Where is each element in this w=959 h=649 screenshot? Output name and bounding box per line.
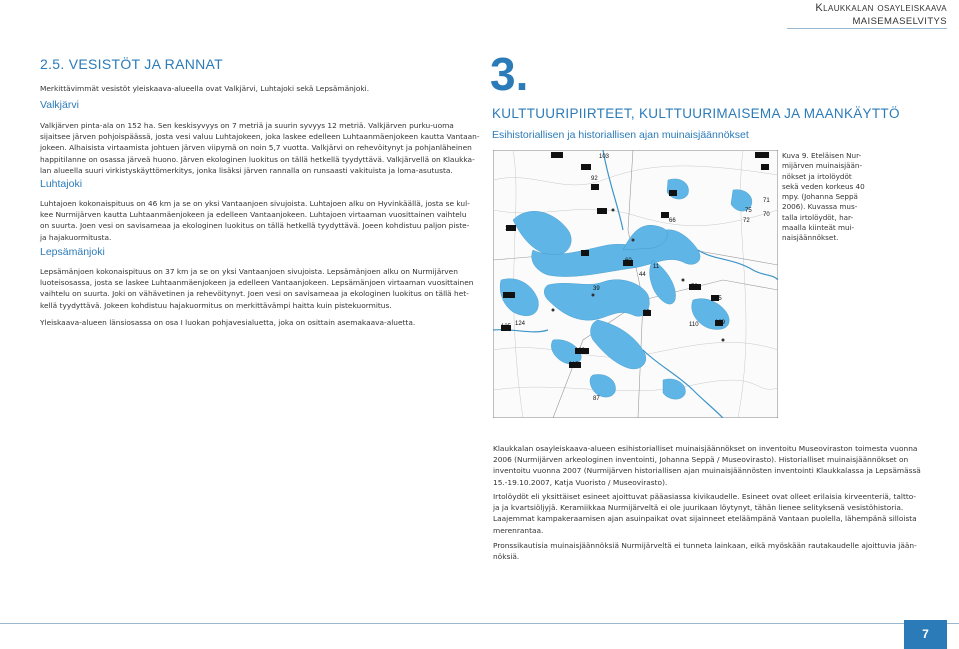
running-header (815, 2, 947, 28)
chapter-title: KULTTUURIPIIRTEET, KULTTUURIMAISEMA JA MAANKÄYTTÖ (492, 106, 900, 121)
svg-text:129: 129 (715, 320, 726, 326)
svg-text:55: 55 (715, 296, 722, 302)
text-line: sijaitsee järven pohjoispäässä, josta vesi valuu Luhtajokeen, joka laskee edelleen Luhtaanmäenjokeen kautta Vantaan- (40, 132, 480, 142)
svg-text:61: 61 (581, 252, 588, 258)
caption-line: naisjäännökset. (782, 233, 839, 243)
svg-text:72: 72 (743, 218, 750, 224)
caption-line: sekä veden korkeus 40 (782, 181, 865, 191)
svg-text:125: 125 (501, 324, 512, 330)
groundwater-paragraph: Yleiskaava-alueen länsiosassa on osa I luokan pohjavesialuetta, joka on osittain asemakaava-aluetta. (40, 318, 416, 327)
svg-text:75: 75 (745, 208, 752, 214)
caption-line: nökset ja irtolöydöt (782, 171, 852, 181)
lepsamanjoki-paragraph (40, 266, 473, 311)
svg-text:53: 53 (691, 284, 698, 290)
header-subtitle: MAISEMASELVITYS (852, 16, 947, 27)
caption-line: maalla kiinteät mui- (782, 223, 855, 233)
svg-text:11: 11 (653, 264, 660, 270)
svg-text:115: 115 (569, 362, 579, 368)
header-title: Klaukkalan osayleiskaava (815, 2, 947, 14)
luhtajoki-heading: Luhtajoki (40, 178, 83, 190)
svg-text:44: 44 (639, 272, 646, 278)
text-line: Lepsämänjoen kokonaispituus on 37 km ja se on yksi Vantaanjoen sivujoista. Lepsämänjoen alku on Nurmijärven (40, 267, 458, 276)
text-line: nöksiä. (493, 552, 520, 562)
text-line: Laajemmat kampakeraamisen ajan asuinpaikat ovat sijainneet eteläämpänä Vantaan puolella, lähempänä silloista (493, 514, 917, 524)
intro-paragraph: Merkittävimmät vesistöt yleiskaava-alueella ovat Valkjärvi, Luhtajoki sekä Lepsämänjoki. (40, 84, 370, 93)
svg-text:124: 124 (515, 321, 526, 327)
text-line: kee Nurmijärven kautta Luhtaanmäenjokeen ja edelleen Vantaanjokeen. Luhtajoen virtaaman vuosittainen vaihtelu (40, 210, 467, 220)
svg-text:71: 71 (763, 198, 770, 204)
svg-text:110: 110 (689, 322, 699, 328)
text-line: Pronssikautisia muinaisjäännöksiä Nurmijärveltä ei tunneta lainkaan, eikä myöskään rautakaudelle ajoittuvia jään- (493, 541, 917, 550)
text-line: Luhtajoen kokonaispituus on 46 km ja se on yksi Vantaanjoen sivujoista. Luhtajoen alku on Hyvinkäällä, josta se kul- (40, 199, 470, 208)
svg-text:92: 92 (591, 176, 598, 182)
text-line: jokeen. Alhaisista virtaamista johtuen järven viipymä on noin 5,7 vuotta. Valkjärvi on rehevöitynyt ja pohjanläheinen (40, 143, 472, 153)
luhtajoki-paragraph (40, 198, 470, 243)
text-line: 15.-19.10.2007, Katja Vuoristo / Museovirasto). (493, 477, 668, 487)
svg-text:130: 130 (551, 154, 562, 160)
svg-text:132: 132 (755, 154, 766, 160)
text-line: Klaukkalan osayleiskaava-alueen esihistorialliset muinaisjäännökset on inventoitu Museoviraston toimesta vuonna (493, 444, 918, 453)
section-title: 2.5. VESISTÖT JA RANNAT (40, 56, 223, 72)
footer-rule (0, 623, 959, 624)
text-line: ja hajakuormitusta. (40, 232, 112, 242)
svg-text:66: 66 (669, 218, 676, 224)
caption-line: mijärven muinaisjään- (782, 161, 863, 171)
text-line: inventoitu vuonna 2007 (Nurmijärven historiallisen ajan muinaisjäännösten inventointi Klaukkalassa ja Lepsämässä (493, 466, 921, 476)
text-line: on suurta. Joen vesi on savisameaa ja ekologinen luokitus on tällä hetkellä tyydyttävä. Joeen kohdistuu paljon piste- (40, 221, 470, 231)
loose-finds-paragraph (493, 491, 917, 536)
text-line: vaihtelu on suurta. Joki on vähävetinen ja rehevöitynyt. Joen vesi on savisameaa ja ekologinen luokitus on tällä het- (40, 289, 469, 299)
svg-text:60: 60 (625, 258, 632, 264)
header-rule (787, 28, 947, 29)
caption-line: 2006). Kuvassa mus- (782, 202, 858, 212)
page-number: 7 (904, 620, 947, 649)
svg-text:88: 88 (761, 166, 768, 172)
text-line: merenrantaa. (493, 525, 544, 535)
svg-text:103: 103 (599, 154, 610, 160)
svg-text:93: 93 (591, 186, 598, 192)
svg-text:87: 87 (593, 396, 600, 402)
svg-text:117: 117 (581, 166, 591, 172)
chapter-number: 3. (490, 48, 529, 100)
map-caption (782, 151, 912, 244)
archaeology-map (493, 150, 778, 418)
caption-line: talla irtolöydöt, har- (782, 212, 854, 222)
inventory-paragraph (493, 443, 921, 488)
svg-text:39: 39 (593, 286, 600, 292)
text-line: Valkjärven pinta-ala on 152 ha. Sen keskisyvyys on 7 metriä ja suurin syvyys 12 metriä. Valkjärven purku-uoma (40, 121, 454, 130)
caption-line: Kuva 9. Eteläisen Nur- (782, 151, 862, 160)
text-line: ja ja kvartsiöljyjä. Keramiikkaa Nurmijärveltä ei ole juurikaan löytynyt, tähän lienee selityksenä vesistöhistoria. (493, 503, 904, 513)
lepsamanjoki-heading: Lepsämänjoki (40, 246, 105, 258)
svg-text:133: 133 (503, 294, 514, 300)
caption-line: mpy. (Johanna Seppä (782, 192, 858, 202)
bronze-age-paragraph (493, 540, 917, 562)
svg-text:70: 70 (763, 212, 770, 218)
svg-text:126: 126 (505, 226, 516, 232)
text-line: kellä tyydyttävä. Jokeen kohdistuu hajakuormitus on merkittävämpi haitta kuin pistekuormitus. (40, 300, 392, 310)
svg-text:100: 100 (575, 348, 586, 354)
text-line: 2006 (Nurmijärven arkeologinen inventointi, Johanna Seppä / Museovirasto). Historialliset muinaisjäännökset on (493, 455, 909, 465)
valkjarvi-paragraph (40, 120, 479, 176)
svg-text:65: 65 (643, 310, 650, 316)
text-line: happitilanne on osassa järveä huono. Järven ekologinen luokitus on tällä hetkellä tyydyttävä. Valkjärvellä on Klaukka- (40, 154, 475, 164)
text-line: lan alueella suuri virkistyskäyttömerkitys, jonka lisäksi järven rannalla on runsaasti vakituista ja loma-asutusta. (40, 165, 453, 175)
text-line: Irtolöydöt eli yksittäiset esineet ajoittuvat pääasiassa kivikaudelle. Esineet ovat olleet erilaisia kirveenteriä, taltto- (493, 492, 917, 501)
valkjarvi-heading: Valkjärvi (40, 99, 79, 111)
chapter-subtitle: Esihistoriallisen ja historiallisen ajan muinaisjäännökset (492, 129, 749, 141)
text-line: luoteisosassa, josta se laskee Luhtaanmäenjokeen ja edelleen Vantaanjokeen. Lepsämänjoen virtaaman vuosittainen (40, 278, 474, 288)
